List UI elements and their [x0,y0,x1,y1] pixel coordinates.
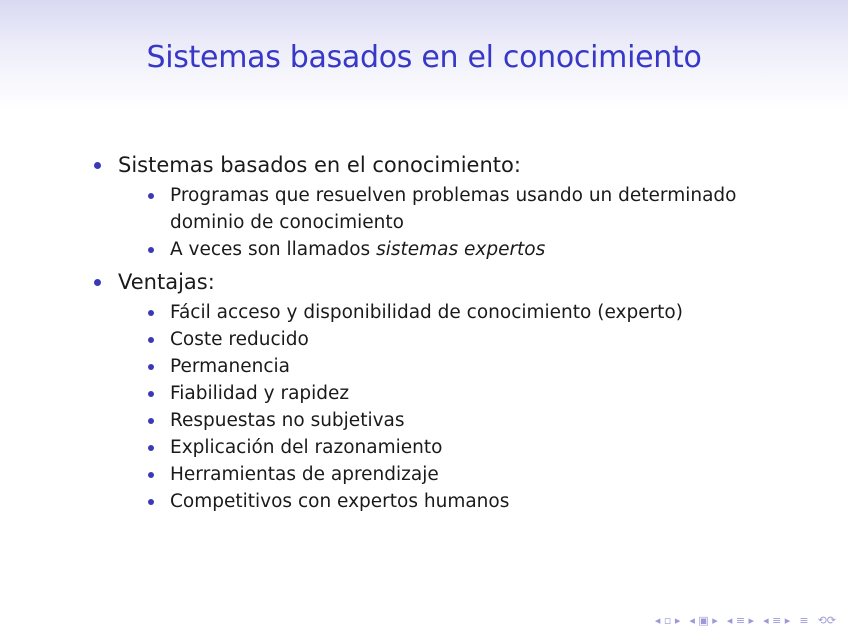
nav-prev-frame-icon[interactable]: ◂ ▫ ▸ [654,614,681,627]
bullet-icon [148,445,154,451]
sub-list-item-text: Fácil acceso y disponibilidad de conocimiento (experto) [170,302,683,323]
sub-list-item [118,182,790,236]
beamer-navigation [655,614,836,627]
bullet-icon [148,364,154,370]
list-item-label: Sistemas basados en el conocimiento: [118,153,521,177]
slide-title: Sistemas basados en el conocimiento [146,40,702,75]
bullet-icon [148,418,154,424]
sub-list-item [118,461,790,488]
sub-list-item-text: Coste reducido [170,329,309,350]
sub-list-item [118,488,790,515]
sub-list-item-text: Competitivos con expertos humanos [170,491,510,512]
sub-list [118,299,790,515]
nav-search-icon[interactable]: ⟲⟳ [817,614,836,627]
sub-list-item-text: Respuestas no subjetivas [170,410,405,431]
sub-list-item [118,407,790,434]
sub-list-item-text: Explicación del razonamiento [170,437,443,458]
list-item [90,267,790,515]
bullet-icon [148,247,154,253]
sub-list-item-text: Programas que resuelven problemas usando un determinado dominio de conocimiento [170,185,737,233]
sub-list-item-text: Herramientas de aprendizaje [170,464,439,485]
sub-list-item [118,236,790,263]
bullet-icon [148,193,154,199]
bullet-icon [94,279,101,286]
slide-content [90,150,790,519]
sub-list-item-text: Permanencia [170,356,290,377]
nav-section-icon[interactable]: ◂ ≡ ▸ [763,614,791,627]
bullet-icon [148,310,154,316]
nav-subsection-icon[interactable]: ◂ ≡ ▸ [726,614,755,627]
sub-list-item-text: A veces son llamados [170,239,377,260]
sub-list-item [118,326,790,353]
sub-list [118,182,790,263]
emphasized-text: sistemas expertos [376,239,546,260]
nav-frame-icon[interactable]: ◂ ▣ ▸ [689,614,718,627]
sub-list-item [118,353,790,380]
list-item [90,150,790,263]
bullet-icon [94,162,101,169]
list-item-label: Ventajas: [118,270,215,294]
sub-list-item [118,434,790,461]
sub-list-item [118,380,790,407]
bullet-list [90,150,790,515]
sub-list-item [118,299,790,326]
bullet-icon [148,391,154,397]
sub-list-item-text: Fiabilidad y rapidez [170,383,350,404]
nav-equiv-icon[interactable]: ≡ [799,614,809,627]
bullet-icon [148,499,154,505]
bullet-icon [148,337,154,343]
bullet-icon [148,472,154,478]
